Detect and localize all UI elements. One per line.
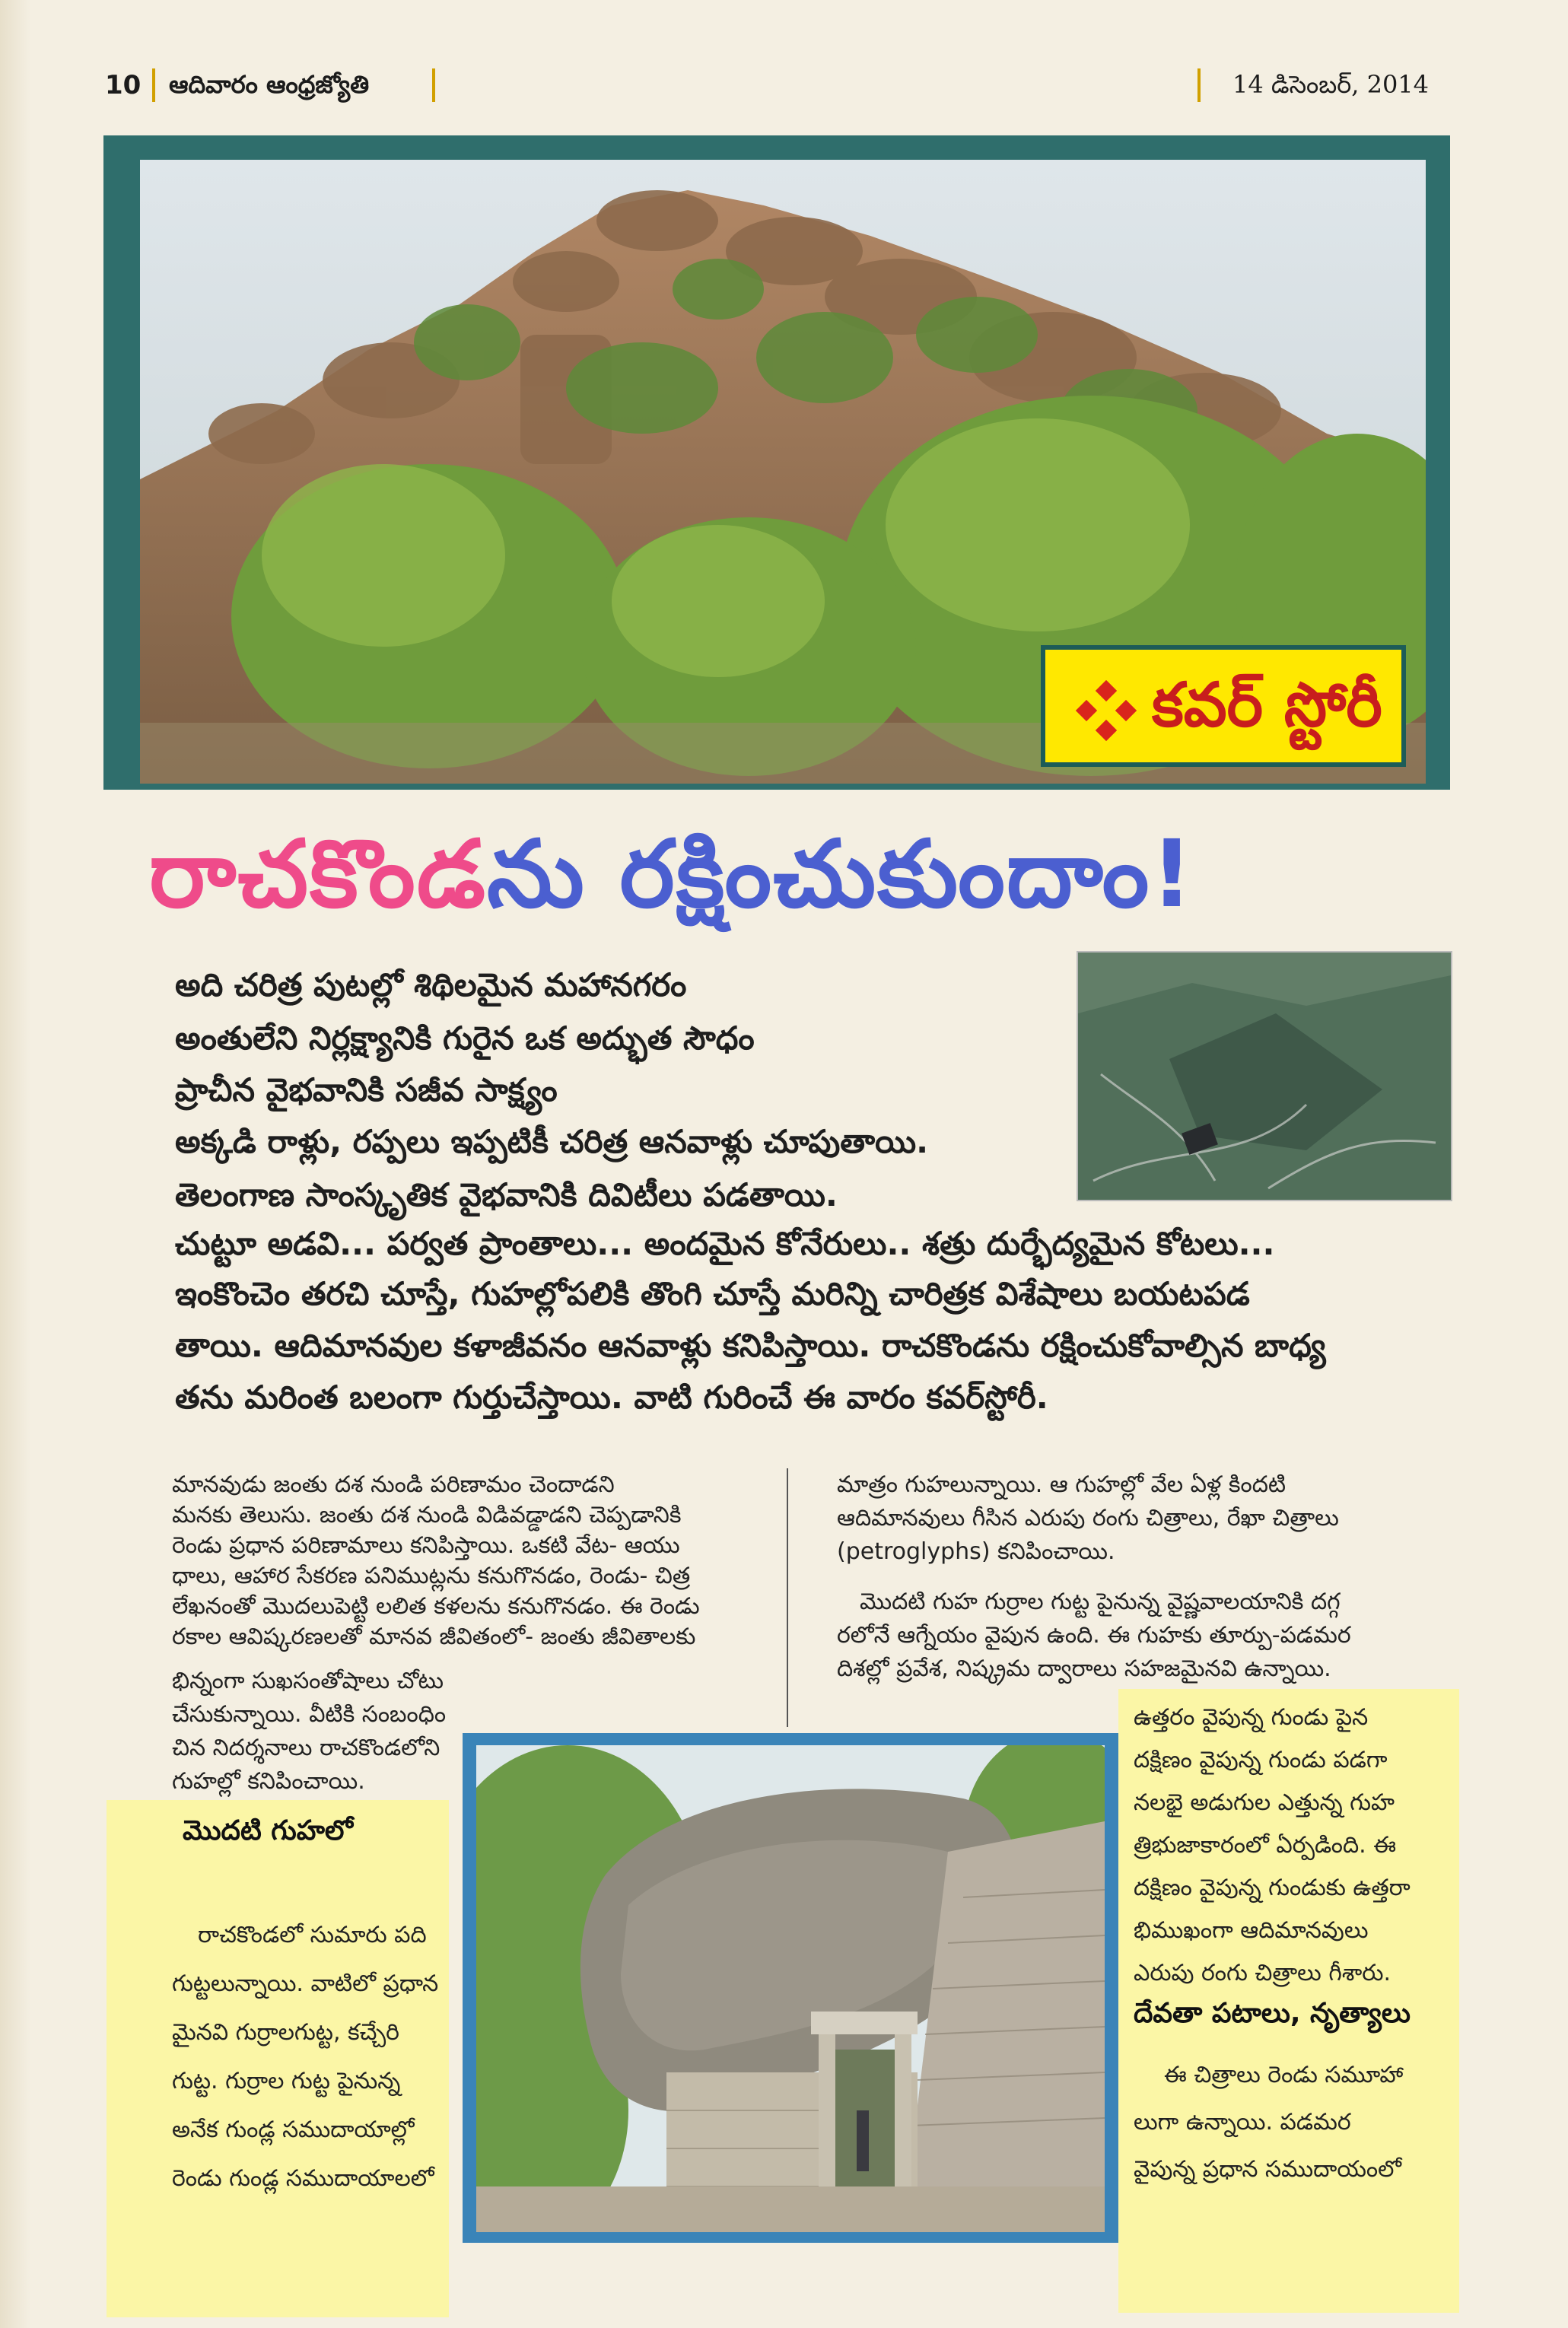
aerial-view-photo [1077, 951, 1452, 1201]
intro-line: తెలంగాణ సాంస్కృతిక వైభవానికి దివిటీలు పడతాయి. [175, 1176, 838, 1213]
body-line: అనేక గుండ్ల సముదాయాల్లో [172, 2117, 415, 2143]
body-line: దక్షిణం వైపున్న గుండు పడగా [1134, 1747, 1388, 1773]
body-line: లేఖనంతో మొదలుపెట్టి లలిత కళలను కనుగొనడం. ఈ రెండు [172, 1593, 700, 1620]
body-line: దక్షిణం వైపున్న గుండుకు ఉత్తరా [1134, 1875, 1411, 1901]
body-line: నలభై అడుగుల ఎత్తున్న గుహ [1134, 1789, 1395, 1816]
diamond-ornament-icon [1076, 680, 1137, 741]
body-line: గుహల్లో కనిపించాయి. [172, 1768, 365, 1795]
body-line: మైనవి గుర్రాలగుట్ట, కచ్చేరి [172, 2019, 399, 2046]
headline [149, 820, 1442, 951]
body-line: మొదటి గుహ గుర్రాల గుట్ట పైనున్న వైష్ణవాలయానికి దగ్గ [860, 1589, 1341, 1615]
body-line: భిముఖంగా ఆదిమానవులు [1134, 1917, 1369, 1944]
sidebar-box-left [107, 1800, 449, 2317]
body-line: మనకు తెలుసు. జంతు దశ నుండి విడివడ్డాడని చెప్పడానికి [172, 1502, 682, 1528]
intro-line: అంతులేని నిర్లక్ష్యానికి గురైన ఒక అద్భుత సౌధం [175, 1019, 755, 1057]
body-line: గుట్ట. గుర్రాల గుట్ట పైనున్న [172, 2068, 401, 2094]
body-line: ఆదిమానవులు గీసిన ఎరుపు రంగు చిత్రాలు, రేఖా చిత్రాలు [837, 1505, 1339, 1531]
body-line: గుట్టలున్నాయి. వాటిలో ప్రధాన [172, 1970, 439, 1997]
issue-date: 14 డిసెంబర్, 2014 [1232, 70, 1430, 99]
intro-line: తాయి. ఆదిమానవుల కళాజీవనం ఆనవాళ్లు కనిపిస్తాయి. రాచకొండను రక్షించుకోవాల్సిన బాధ్య [175, 1327, 1326, 1364]
header-separator [152, 68, 155, 102]
headline-part-1: రాచకొండ [149, 820, 488, 928]
body-line: రెండు గుండ్ల సముదాయాలలో [172, 2165, 434, 2192]
body-line: లుగా ఉన్నాయి. పడమర [1134, 2109, 1351, 2136]
body-line: ఈ చిత్రాలు రెండు సమూహా [1164, 2062, 1404, 2088]
body-line: రకాల ఆవిష్కరణలతో మానవ జీవితంలో- జంతు జీవితాలకు [172, 1624, 696, 1650]
page-edge [0, 0, 30, 2328]
subhead-first-cave: మొదటి గుహలో [183, 1815, 353, 1846]
header-separator [1197, 68, 1201, 102]
body-line: మాత్రం గుహలున్నాయి. ఆ గుహల్లో వేల ఏళ్ల కిందటి [837, 1471, 1287, 1498]
publication-name: ఆదివారం ఆంధ్రజ్యోతి [169, 70, 370, 99]
subhead-deity-paintings: దేవతా పటాలు, నృత్యాలు [1134, 1998, 1411, 2029]
intro-line: ఇంకొంచెం తరచి చూస్తే, గుహల్లోపలికి తొంగి చూస్తే మరిన్ని చారిత్రక విశేషాలు బయటపడ [175, 1275, 1250, 1312]
body-line: ఉత్తరం వైపున్న గుండు పైన [1134, 1704, 1369, 1731]
page-number: 10 [105, 70, 142, 100]
intro-line: ప్రాచీన వైభవానికి సజీవ సాక్ష్యం [175, 1071, 558, 1108]
header-separator [432, 68, 435, 102]
body-line: రెండు ప్రధాన పరిణామాలు కనిపిస్తాయి. ఒకటి వేట- ఆయు [172, 1532, 680, 1559]
intro-line: అక్కడి రాళ్లు, రప్పలు ఇప్పటికీ చరిత్ర ఆనవాళ్లు చూపుతాయి. [175, 1123, 929, 1160]
cover-story-tag [1041, 645, 1406, 767]
body-line: చేసుకున్నాయి. వీటికి సంబంధిం [172, 1701, 447, 1728]
body-line: భిన్నంగా సుఖసంతోషాలు చోటు [172, 1668, 444, 1694]
body-line: రాచకొండలో సుమారు పది [198, 1922, 427, 1948]
body-line: వైపున్న ప్రధాన సముదాయంలో [1134, 2156, 1402, 2183]
body-line: ధాలు, ఆహార సేకరణ పనిముట్లను కనుగొనడం, రెండు- చిత్ర [172, 1563, 691, 1589]
body-line: త్రిభుజాకారంలో ఏర్పడింది. ఈ [1134, 1832, 1397, 1859]
headline-part-2: ను రక్షించుకుందాం! [487, 820, 1194, 928]
column-divider [787, 1468, 788, 1727]
body-line: రలోనే ఆగ్నేయం వైపున ఉంది. ఈ గుహకు తూర్పు-పడమర [837, 1622, 1351, 1649]
body-line: మానవుడు జంతు దశ నుండి పరిణామం చెందాడని [172, 1471, 615, 1498]
body-line: ఎరుపు రంగు చిత్రాలు గీశారు. [1134, 1960, 1391, 1986]
cave-boulder-photo [476, 1745, 1105, 2232]
body-line: (petroglyphs) కనిపించాయి. [837, 1538, 1115, 1565]
body-line: దిశల్లో ప్రవేశ, నిష్క్రమ ద్వారాలు సహజమైనవి ఉన్నాయి. [837, 1655, 1331, 1682]
cover-story-label: కవర్ స్టోరీ [1152, 669, 1382, 740]
body-line: చిన నిదర్శనాలు రాచకొండలోని [172, 1735, 441, 1761]
intro-line: చుట్టూ అడవి... పర్వత ప్రాంతాలు... అందమైన కోనేరులు.. శత్రు దుర్భేద్యమైన కోటలు... [175, 1225, 1275, 1262]
intro-line: అది చరిత్ర పుటల్లో శిథిలమైన మహానగరం [175, 966, 687, 1003]
intro-line: తను మరింత బలంగా గుర్తుచేస్తాయి. వాటి గురించే ఈ వారం కవర్‌స్టోరీ. [175, 1379, 1048, 1416]
